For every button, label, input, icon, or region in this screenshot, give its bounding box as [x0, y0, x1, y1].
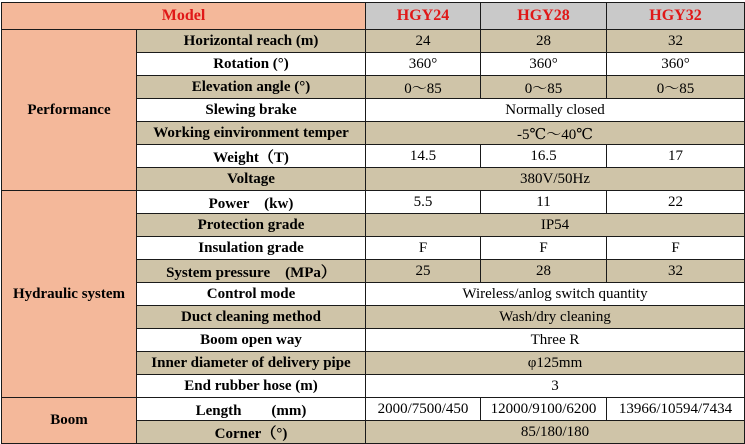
value-cell: Wash/dry cleaning	[366, 306, 745, 329]
model-header: Model	[2, 3, 366, 30]
value-cell: 3	[366, 375, 745, 398]
value-cell: IP54	[366, 214, 745, 237]
value-cell: 13966/10594/7434	[607, 398, 745, 421]
value-cell: 28	[481, 30, 607, 53]
param-label: End rubber hose (m)	[137, 375, 366, 398]
value-cell: 24	[366, 30, 481, 53]
table-row	[2, 30, 745, 53]
value-cell: 85/180/180	[366, 421, 745, 444]
param-label: Slewing brake	[137, 99, 366, 122]
value-cell: 32	[607, 30, 745, 53]
param-label: Rotation (°)	[137, 53, 366, 76]
value-cell: 360°	[366, 53, 481, 76]
header-row	[2, 3, 745, 30]
spec-table	[1, 2, 745, 444]
param-label: Corner（°)	[137, 421, 366, 444]
model-hgy32-header: HGY32	[607, 3, 745, 30]
param-label: Duct cleaning method	[137, 306, 366, 329]
value-cell: 17	[607, 145, 745, 168]
value-cell: 380V/50Hz	[366, 168, 745, 191]
model-hgy24-header: HGY24	[366, 3, 481, 30]
param-label: System pressure (MPa）	[137, 260, 366, 283]
value-cell: 0～85	[481, 76, 607, 99]
param-label: Control mode	[137, 283, 366, 306]
value-cell: 28	[481, 260, 607, 283]
value-cell: F	[366, 237, 481, 260]
value-cell: φ125mm	[366, 352, 745, 375]
param-label: Insulation grade	[137, 237, 366, 260]
value-cell: -5℃～40℃	[366, 122, 745, 145]
value-cell: 0～85	[366, 76, 481, 99]
value-cell: 32	[607, 260, 745, 283]
value-cell: 14.5	[366, 145, 481, 168]
param-label: Protection grade	[137, 214, 366, 237]
value-cell: Three R	[366, 329, 745, 352]
group-hydraulic-system: Hydraulic system	[2, 191, 137, 398]
value-cell: 360°	[481, 53, 607, 76]
value-cell: F	[607, 237, 745, 260]
value-cell: 360°	[607, 53, 745, 76]
param-label: Horizontal reach (m)	[137, 30, 366, 53]
param-label: Elevation angle (°)	[137, 76, 366, 99]
param-label: Inner diameter of delivery pipe	[137, 352, 366, 375]
table-row	[2, 191, 745, 214]
value-cell: Wireless/anlog switch quantity	[366, 283, 745, 306]
value-cell: 22	[607, 191, 745, 214]
value-cell: 11	[481, 191, 607, 214]
value-cell: 16.5	[481, 145, 607, 168]
group-performance: Performance	[2, 30, 137, 191]
value-cell: F	[481, 237, 607, 260]
value-cell: 0～85	[607, 76, 745, 99]
value-cell: 5.5	[366, 191, 481, 214]
group-boom: Boom	[2, 398, 137, 444]
model-hgy28-header: HGY28	[481, 3, 607, 30]
value-cell: Normally closed	[366, 99, 745, 122]
param-label: Boom open way	[137, 329, 366, 352]
value-cell: 25	[366, 260, 481, 283]
param-label: Power (kw)	[137, 191, 366, 214]
param-label: Working einvironment temper	[137, 122, 366, 145]
param-label: Voltage	[137, 168, 366, 191]
param-label: Length (mm)	[137, 398, 366, 421]
value-cell: 12000/9100/6200	[481, 398, 607, 421]
value-cell: 2000/7500/450	[366, 398, 481, 421]
param-label: Weight（T)	[137, 145, 366, 168]
table-row	[2, 398, 745, 421]
